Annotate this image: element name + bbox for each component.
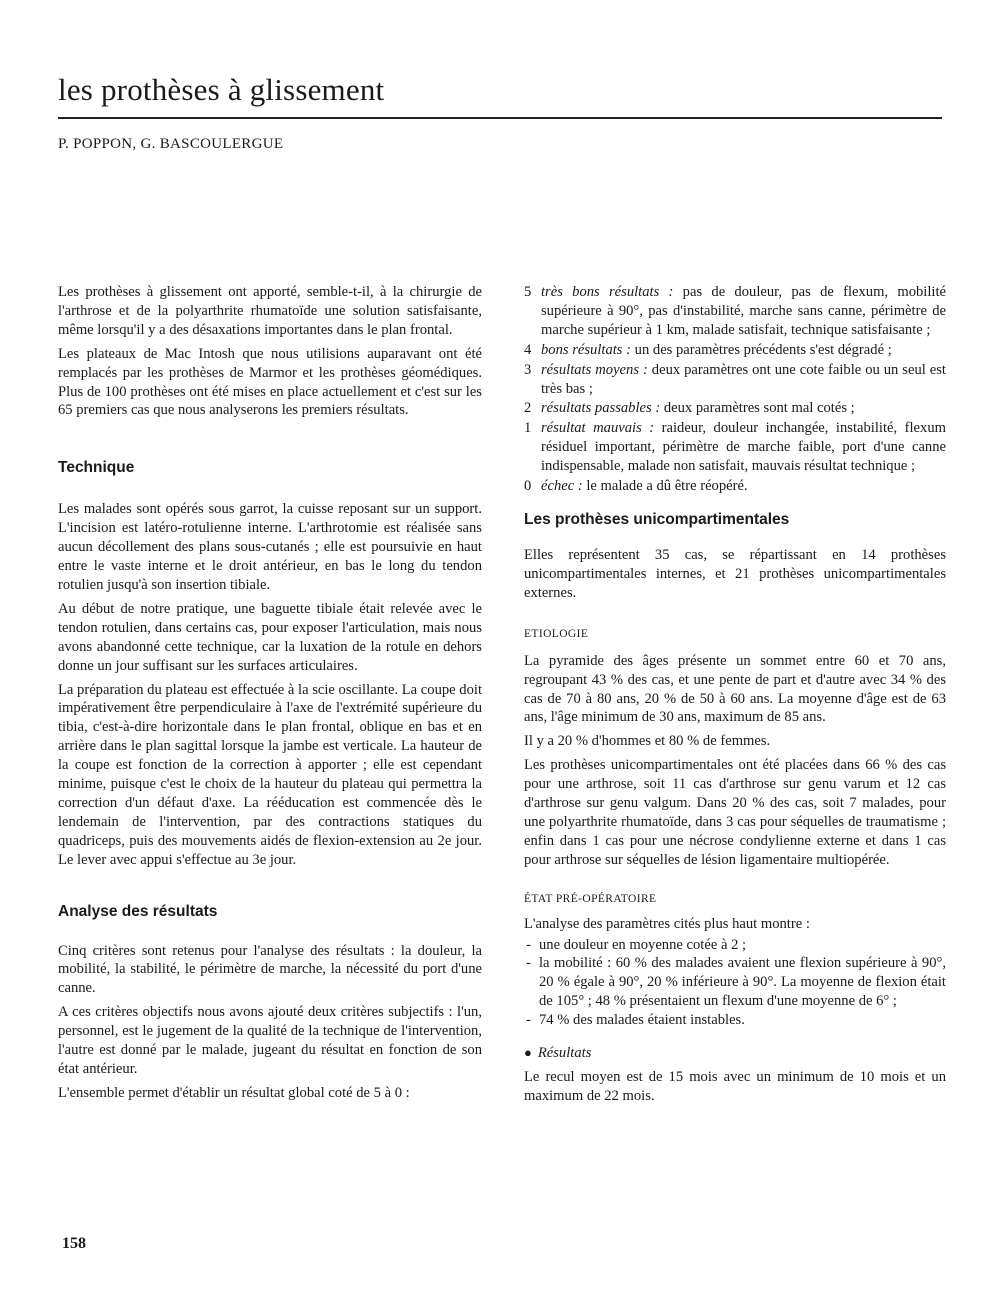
body-paragraph: A ces critères objectifs nous avons ajouté deux critères subjectifs : l'un, personnel, est le jugement de la qualité de la technique de l'intervention, l'autre est donné par le malade, jugeant du résultat en fonction de son état antérieur.: [58, 1004, 482, 1077]
subheading-etiologie: ETIOLOGIE: [524, 627, 589, 640]
body-paragraph: Les prothèses unicompartimentales ont été placées dans 66 % des cas pour une arthrose, soit 11 cas d'arthrose sur genu varum et 12 cas d'arthrose sur genu valgum. Dans 20 % des cas, soit 7 malades, pour une polyarthrite rhumatoïde, dans 3 cas pour séquelles de traumatisme ; enfin dans 1 cas pour une nécrose condylienne externe et dans 1 cas pour arthrose sur séquelles de lésion ligamentaire multiopérée.: [524, 757, 946, 868]
results-scale-list: [524, 283, 946, 496]
list-item: - la mobilité : 60 % des malades avaient une flexion supérieure à 90°, 20 % égale à 90°, 20 % inférieure à 90°. La moyenne de flexion était de 105° ; 48 % présentaient un flexum d'une moyenne de 6° ;: [526, 955, 946, 1010]
bullet-icon: ●: [524, 1045, 532, 1061]
list-item: 1 résultat mauvais : raideur, douleur inchangée, instabilité, flexum résiduel important, périmètre de marche faible, port d'une canne indispensable, malade non satisfait, mauvais résultat technique ;: [524, 420, 946, 475]
body-paragraph: La préparation du plateau est effectuée à la scie oscillante. La coupe doit impérativement être perpendiculaire à l'axe de l'extrémité supérieure du tibia, c'est-à-dire horizontale dans le plan frontal, oblique en bas et en arrière dans le plan sagittal lorsque la jambe est verticale. La hauteur de la coupe est fonction de la correction à apporter ; elle est cependant minime, puisque c'est le choix de la hauteur du plateau qui permettra la correction d'un défaut d'axe. La rééducation est commencée dès le lendemain de l'intervention, par des contractions statiques du quadriceps, puis des mouvements aidés de flexion-extension au 2e jour. Le lever avec appui s'effectue au 3e jour.: [58, 681, 482, 868]
body-paragraph: Au début de notre pratique, une baguette tibiale était relevée avec le tendon rotulien, dans certains cas, pour exposer l'articulation, mais nous avons abandonné cette technique, car la luxation de la rotule en dehors donne un jour suffisant sur les surfaces articulaires.: [58, 600, 482, 674]
list-item: 4 bons résultats : un des paramètres précédents s'est dégradé ;: [524, 341, 892, 358]
preop-list: [524, 936, 946, 1031]
body-paragraph: Cinq critères sont retenus pour l'analyse des résultats : la douleur, la mobilité, la stabilité, le périmètre de marche, la nécessité du port d'une canne.: [58, 942, 482, 997]
left-column: [58, 283, 482, 1108]
list-item: 2 résultats passables : deux paramètres sont mal cotés ;: [524, 400, 855, 417]
list-item: - une douleur en moyenne cotée à 2 ;: [526, 936, 747, 953]
section-heading-technique: Technique: [58, 459, 135, 477]
list-item: 3 résultats moyens : deux paramètres ont une cote faible ou un seul est très bas ;: [524, 361, 946, 397]
section-heading-unicompartimentales: Les prothèses unicompartimentales: [524, 510, 790, 528]
body-paragraph: La pyramide des âges présente un sommet entre 60 et 70 ans, regroupant 43 % des cas, et une pente de part et d'autre avec 34 % des cas de 70 à 80 ans, 20 % de 50 à 60 ans. La moyenne d'âge est de 63 ans, l'âge minimum de 30 ans, maximum de 85 ans.: [524, 652, 946, 726]
intro-paragraph: Les prothèses à glissement ont apporté, semble-t-il, à la chirurgie de l'arthrose et de la polyarthrite rhumatoïde une solution satisfaisante, même lorsqu'il y a des désaxations importantes dans le plan frontal.: [58, 284, 482, 338]
right-column: [524, 283, 946, 1111]
intro-paragraph: Les plateaux de Mac Intosh que nous utilisions auparavant ont été remplacés par les prothèses de Marmor et les prothèses géomédiques. Plus de 100 prothèses ont été mises en place actuellement et c'est sur les 65 premiers cas que nous analyserons les premiers résultats.: [58, 345, 482, 419]
list-item: 5 très bons résultats : pas de douleur, pas de flexum, mobilité supérieure à 90°, pas d'instabilité, marche sans canne, périmètre de marche supérieur à 1 km, malade satisfait, technique satisfaisante ;: [524, 284, 947, 338]
body-paragraph: Les malades sont opérés sous garrot, la cuisse reposant sur un support. L'incision est latéro-rotulienne interne. L'arthrotomie est réalisée sans aucun décollement des plans sous-cutanés ; elle est poursuivie en haut entre le vaste interne et le droit antérieur, en bas le long du tendon rotulien jusqu'à son insertion tibiale.: [58, 501, 482, 593]
subheading-preop: ÉTAT PRÉ-OPÉRATOIRE: [524, 892, 657, 905]
body-paragraph: L'ensemble permet d'établir un résultat global coté de 5 à 0 :: [58, 1084, 410, 1101]
article-title: les prothèses à glissement: [58, 72, 385, 107]
page-number: 158: [62, 1235, 86, 1252]
body-paragraph: L'analyse des paramètres cités plus haut montre :: [524, 915, 810, 932]
body-paragraph: Elles représentent 35 cas, se répartissant en 14 prothèses unicompartimentales internes, et 21 prothèses unicompartimentales externes.: [524, 546, 946, 601]
authors: P. POPPON, G. BASCOULERGUE: [58, 136, 284, 152]
subheading-resultats: ● Résultats: [524, 1045, 592, 1062]
list-item: - 74 % des malades étaient instables.: [526, 1012, 745, 1029]
body-paragraph: Le recul moyen est de 15 mois avec un minimum de 10 mois et un maximum de 22 mois.: [524, 1069, 946, 1104]
section-heading-analyse: Analyse des résultats: [58, 902, 218, 920]
list-item: 0 échec : le malade a dû être réopéré.: [524, 478, 748, 495]
body-paragraph: Il y a 20 % d'hommes et 80 % de femmes.: [524, 733, 771, 750]
title-rule: [58, 117, 942, 119]
